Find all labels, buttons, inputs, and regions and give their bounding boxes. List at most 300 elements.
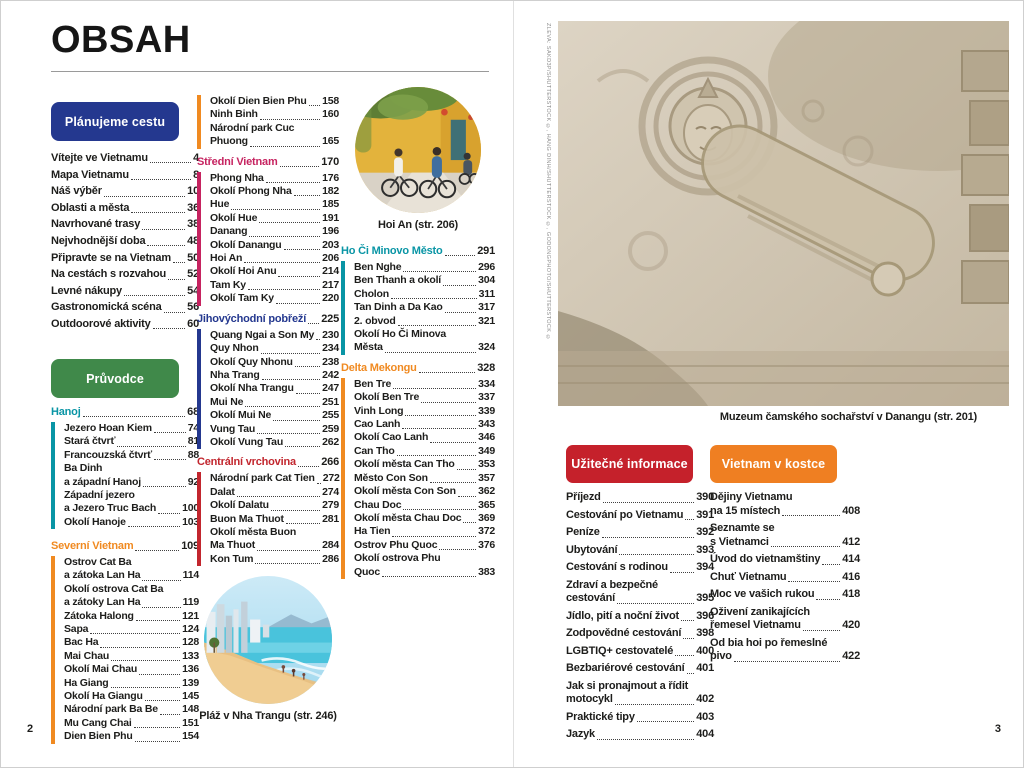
dotted-leader — [445, 255, 476, 256]
entry-label: Tam Ky — [210, 278, 246, 291]
dotted-leader — [403, 271, 476, 272]
dotted-leader — [154, 432, 186, 433]
entry-label: Dalat — [210, 485, 235, 498]
toc-entry — [51, 318, 199, 331]
entry-page: 357 — [478, 471, 495, 484]
dotted-leader — [142, 607, 180, 608]
section-heading-page: 328 — [477, 361, 495, 374]
dotted-leader — [153, 328, 186, 329]
entry-page: 136 — [182, 663, 199, 676]
toc-section-severni-vietnam — [51, 539, 199, 744]
entry-row — [51, 285, 199, 298]
entry-label: Národní park Cuc — [210, 121, 295, 134]
danang-sculpture-photo — [558, 21, 1009, 406]
entry-row — [210, 539, 339, 552]
entry-row — [210, 409, 339, 422]
entry-label: Vinh Long — [354, 404, 404, 417]
entry-page: 339 — [478, 404, 495, 417]
entry-page: 238 — [322, 355, 339, 368]
dotted-leader — [803, 630, 840, 631]
toc-entry — [210, 382, 339, 395]
dotted-leader — [237, 496, 320, 497]
toc-items — [341, 261, 495, 355]
entry-page: 337 — [478, 391, 495, 404]
toc-entry — [210, 553, 339, 566]
entry-row — [566, 592, 714, 606]
section-badge-planning: Plánujeme cestu — [51, 102, 179, 141]
entry-page: 398 — [696, 627, 714, 639]
entry-label: Mai Chau — [64, 649, 110, 662]
entry-row — [566, 711, 714, 725]
entry-page: 176 — [322, 171, 339, 184]
toc-entry — [64, 623, 199, 636]
dotted-leader — [317, 483, 321, 484]
dotted-leader — [285, 446, 320, 447]
dotted-leader — [124, 295, 185, 296]
dotted-leader — [168, 279, 185, 280]
dotted-leader — [111, 687, 181, 688]
dotted-leader — [131, 179, 191, 180]
entry-label: Příjezd — [566, 491, 601, 503]
entry-label: Jezero Hoan Kiem — [64, 422, 152, 434]
toc-entry — [64, 730, 199, 743]
entry-label: Okolí Ho Či Minova — [354, 328, 447, 341]
entry-label: Phong Nha — [210, 171, 264, 184]
toc-entry — [710, 606, 860, 633]
entry-label: Mapa Vietnamu — [51, 168, 129, 181]
section-heading-page: 170 — [321, 155, 339, 168]
section-heading-label: Delta Mekongu — [341, 361, 417, 374]
toc-entry — [354, 431, 495, 444]
toc-entry — [64, 650, 199, 663]
toc-entry — [210, 172, 339, 185]
toc-entry — [64, 422, 199, 435]
dotted-leader — [260, 119, 320, 120]
title-rule — [51, 71, 489, 72]
entry-page: 349 — [478, 444, 495, 457]
entry-page: 255 — [322, 409, 339, 422]
entry-label: na 15 místech — [710, 504, 781, 517]
section-heading-label: Ho Či Minovo Město — [341, 245, 443, 257]
entry-label: Okolí Dien Bien Phu — [210, 95, 307, 107]
entry-page: 392 — [696, 526, 714, 538]
entry-page: 286 — [322, 552, 339, 565]
toc-items — [197, 472, 339, 566]
entry-label: Oblasti a města — [51, 201, 130, 214]
entry-label: Západní jezero — [64, 489, 135, 502]
toc-entry — [51, 235, 199, 248]
dotted-leader — [681, 620, 694, 621]
dotted-leader — [250, 146, 320, 147]
entry-page: 139 — [182, 676, 199, 689]
entry-page: 304 — [478, 274, 495, 287]
toc-entry — [710, 637, 860, 664]
entry-page: 272 — [322, 472, 340, 485]
entry-label: Město Con Son — [354, 471, 428, 484]
dotted-leader — [816, 599, 840, 600]
entry-row — [51, 235, 199, 248]
entry-label: Úvod do vietnamštiny — [710, 553, 821, 565]
section-heading-page: 109 — [181, 540, 199, 552]
entry-row — [64, 610, 199, 623]
dotted-leader — [231, 209, 320, 210]
entry-page: 390 — [696, 491, 714, 503]
dotted-leader — [392, 536, 476, 537]
section-heading-page: 291 — [477, 245, 495, 257]
danang-photo-caption: Muzeum čamského sochařství v Danangu (str. 201) — [719, 411, 977, 423]
toc-column-2 — [197, 95, 339, 722]
toc-items — [710, 491, 860, 664]
toc-items — [197, 329, 339, 450]
section-heading-label: Severní Vietnam — [51, 540, 134, 552]
dotted-leader — [670, 572, 694, 573]
dotted-leader — [298, 466, 319, 467]
entry-label: Nha Trang — [210, 368, 260, 381]
toc-entry — [210, 212, 339, 225]
entry-page: 148 — [182, 703, 199, 716]
entry-label: Ostrov Phu Quoc — [354, 538, 438, 551]
entry-row — [566, 561, 714, 575]
entry-page: 251 — [322, 395, 339, 408]
entry-label: Města — [354, 341, 383, 354]
entry-row — [210, 185, 339, 198]
entry-page: 100 — [182, 502, 199, 515]
section-heading-page: 225 — [321, 312, 339, 325]
entry-row — [354, 315, 495, 328]
entry-label: Cestování s rodinou — [566, 561, 668, 573]
toc-entry — [354, 472, 495, 485]
entry-page: 414 — [842, 553, 860, 565]
dotted-leader — [316, 339, 320, 340]
dotted-leader — [135, 550, 179, 551]
toc-entry — [354, 418, 495, 431]
entry-page: 334 — [478, 377, 495, 390]
toc-items — [51, 556, 199, 744]
dotted-leader — [788, 581, 840, 582]
entry-label: Seznamte se — [710, 522, 775, 534]
toc-entry — [210, 526, 339, 553]
dotted-leader — [111, 660, 180, 661]
entry-row — [210, 239, 339, 252]
entry-row — [210, 513, 339, 526]
entry-label: Okolí města Chau Doc — [354, 511, 462, 524]
entry-row — [210, 198, 339, 211]
entry-label: pivo — [710, 650, 732, 662]
hoi-an-photo — [355, 87, 481, 213]
dotted-leader — [266, 182, 320, 183]
entry-page: 412 — [842, 535, 860, 548]
toc-entry — [210, 436, 339, 449]
toc-entry — [566, 491, 714, 505]
entry-page: 158 — [322, 95, 339, 107]
entry-label: Chuť Vietnamu — [710, 570, 787, 583]
entry-row — [566, 544, 714, 558]
dotted-leader — [154, 459, 186, 460]
toc-entry — [51, 301, 199, 314]
entry-label: Jazyk — [566, 728, 595, 740]
toc-entry — [354, 499, 495, 512]
dotted-leader — [309, 105, 321, 106]
entry-row — [354, 418, 495, 431]
entry-row — [566, 693, 714, 707]
toc-entry — [64, 449, 199, 462]
toc-entry — [210, 423, 339, 436]
entry-page: 369 — [478, 511, 495, 524]
entry-row — [354, 431, 495, 444]
dotted-leader — [597, 739, 694, 740]
entry-row — [354, 525, 495, 538]
entry-label: Tan Dinh a Da Kao — [354, 301, 443, 314]
entry-page: 50 — [187, 251, 199, 264]
dotted-leader — [100, 647, 180, 648]
toc-entry — [210, 396, 339, 409]
dotted-leader — [135, 741, 181, 742]
entry-row — [354, 566, 495, 579]
entry-page: 48 — [187, 234, 199, 247]
entry-label: Okolí Mai Chau — [64, 663, 138, 676]
toc-column-3 — [341, 87, 495, 585]
entry-row — [64, 636, 199, 649]
toc-entry — [210, 225, 339, 238]
dotted-leader — [734, 661, 840, 662]
page-number-right: 3 — [994, 723, 1001, 735]
dotted-leader — [771, 546, 840, 547]
entry-label: Okolí města Buon — [210, 525, 297, 538]
toc-section-heading — [197, 312, 339, 326]
entry-page: 262 — [322, 435, 339, 448]
entry-page: 217 — [322, 278, 339, 291]
dotted-leader — [439, 549, 476, 550]
entry-page: 259 — [322, 422, 339, 435]
toc-entry — [210, 122, 339, 149]
entry-page: 74 — [187, 422, 199, 434]
entry-label: Cestování po Vietnamu — [566, 508, 684, 521]
entry-label: Gastronomická scéna — [51, 301, 162, 314]
dotted-leader — [405, 415, 476, 416]
entry-row — [64, 703, 199, 716]
entry-label: Sapa — [64, 623, 89, 636]
entry-page: 242 — [322, 368, 339, 381]
entry-row — [210, 436, 339, 449]
entry-page: 191 — [322, 211, 339, 224]
entry-page: 420 — [842, 619, 860, 631]
page-number-left: 2 — [27, 723, 34, 735]
entry-row — [64, 596, 199, 609]
entry-label: Okolí Ben Tre — [354, 391, 420, 404]
entry-label: a zátoka Lan Ha — [64, 569, 141, 582]
entry-page: 395 — [696, 592, 714, 604]
entry-label: Okolí Tam Ky — [210, 292, 274, 305]
toc-section-heading — [51, 405, 199, 419]
toc-entry — [354, 512, 495, 525]
entry-page: 121 — [182, 609, 199, 622]
entry-row — [210, 472, 339, 485]
entry-label: Národní park Cat Tien — [210, 472, 315, 485]
toc-entry — [210, 252, 339, 265]
toc-entry — [566, 680, 714, 707]
entry-label: Can Tho — [354, 444, 395, 457]
toc-entry — [210, 265, 339, 278]
entry-label: Ha Giang — [64, 676, 109, 689]
entry-row — [354, 458, 495, 471]
entry-label: Okolí Cao Lanh — [354, 431, 429, 444]
entry-page: 396 — [696, 609, 714, 622]
entry-row — [51, 218, 199, 231]
dotted-leader — [104, 196, 185, 197]
toc-items — [197, 95, 339, 149]
entry-page: 36 — [187, 201, 199, 214]
dotted-leader — [295, 366, 320, 367]
entry-label: cestování — [566, 592, 615, 604]
toc-entry — [566, 728, 714, 742]
dotted-leader — [397, 455, 476, 456]
entry-page: 418 — [842, 588, 860, 600]
toc-entry — [354, 552, 495, 579]
dotted-leader — [619, 554, 694, 555]
entry-label: Náš výběr — [51, 185, 102, 198]
dotted-leader — [276, 303, 320, 304]
toc-entry — [566, 645, 714, 659]
dotted-leader — [244, 262, 320, 263]
entry-row — [210, 225, 339, 238]
dotted-leader — [284, 249, 321, 250]
entry-label: Peníze — [566, 526, 600, 538]
entry-row — [64, 502, 199, 515]
dotted-leader — [603, 502, 695, 503]
entry-page: 317 — [478, 301, 495, 314]
entry-label: Quang Ngai a Son My — [210, 328, 315, 341]
entry-label: Ha Tien — [354, 525, 391, 538]
toc-entry — [210, 472, 339, 485]
entry-row — [210, 382, 339, 395]
entry-page: 154 — [182, 730, 199, 743]
entry-label: Okolí Ha Giangu — [64, 690, 143, 703]
entry-label: Ubytování — [566, 543, 618, 556]
toc-list-useful-info — [566, 491, 714, 746]
dotted-leader — [685, 519, 694, 520]
page-fold-divider — [513, 1, 514, 768]
toc-entry — [354, 445, 495, 458]
entry-page: 311 — [478, 287, 495, 300]
entry-page: 54 — [187, 284, 199, 297]
entry-label: Národní park Ba Be — [64, 703, 158, 716]
entry-page: 203 — [322, 238, 339, 251]
entry-label: Bac Ha — [64, 636, 99, 649]
entry-label: Navrhované trasy — [51, 218, 141, 231]
toc-items — [51, 152, 199, 331]
entry-label: Quy Nhon — [210, 342, 259, 355]
dotted-leader — [419, 372, 476, 373]
toc-entry — [210, 356, 339, 369]
entry-page: 81 — [187, 435, 199, 448]
entry-page: 114 — [182, 569, 199, 582]
entry-row — [64, 730, 199, 743]
entry-row — [354, 261, 495, 274]
entry-page: 401 — [696, 662, 714, 674]
dotted-leader — [430, 482, 476, 483]
toc-entry — [354, 391, 495, 404]
entry-page: 52 — [187, 268, 199, 281]
entry-label: Danang — [210, 225, 248, 238]
entry-label: Okolí Nha Trangu — [210, 382, 294, 395]
entry-label: Mu Cang Chai — [64, 716, 132, 729]
entry-page: 56 — [187, 301, 199, 314]
entry-row — [710, 571, 860, 585]
section-badge-useful-info: Užitečné informace — [566, 445, 693, 483]
section-heading-page: 266 — [321, 456, 339, 469]
page-title: OBSAH — [51, 19, 191, 61]
entry-page: 10 — [187, 185, 199, 198]
entry-row — [210, 342, 339, 355]
photo-credit: ZLEVA: SAKD3P/SHUTTERSTOCK ©, HANG DINH/SHUTTERSTOCK ©, GODONGPHOTO/SHUTTERSTOCK © — [545, 23, 551, 341]
entry-page: 391 — [696, 508, 714, 521]
entry-label: Okolí města Con Son — [354, 485, 456, 498]
dotted-leader — [308, 323, 319, 324]
entry-page: 4 — [193, 152, 199, 164]
dotted-leader — [286, 523, 320, 524]
entry-page: 92 — [187, 475, 199, 488]
entry-row — [210, 423, 339, 436]
entry-row — [64, 516, 199, 529]
toc-entry — [354, 328, 495, 355]
entry-row — [710, 619, 860, 633]
entry-row — [566, 491, 714, 505]
toc-entry — [64, 663, 199, 676]
dotted-leader — [245, 406, 320, 407]
entry-row — [354, 378, 495, 391]
entry-row — [64, 476, 199, 489]
entry-row — [210, 396, 339, 409]
toc-entry — [51, 268, 199, 281]
toc-entry — [210, 513, 339, 526]
entry-page: 353 — [478, 458, 495, 471]
entry-label: Okolí Phong Nha — [210, 185, 292, 198]
nha-trang-beach-photo — [204, 576, 332, 704]
dotted-leader — [142, 229, 185, 230]
toc-entry — [51, 202, 199, 215]
toc-entry — [51, 252, 199, 265]
toc-entry — [566, 561, 714, 575]
dotted-leader — [280, 166, 320, 167]
entry-label: Francouzská čtvrť — [64, 448, 152, 461]
dotted-leader — [782, 515, 840, 516]
toc-section-heading — [197, 455, 339, 469]
entry-row — [64, 677, 199, 690]
toc-entry — [51, 185, 199, 198]
toc-entry — [566, 579, 714, 606]
entry-row — [566, 526, 714, 540]
toc-entry — [354, 315, 495, 328]
entry-label: Od bia hoi po řemeslné — [710, 636, 828, 649]
entry-page: 408 — [842, 504, 860, 517]
entry-label: Ba Dinh — [64, 462, 103, 475]
entry-page: 284 — [322, 539, 339, 552]
entry-label: Okolí Dalatu — [210, 499, 269, 512]
entry-label: Okolí města Can Tho — [354, 458, 455, 471]
entry-row — [64, 650, 199, 663]
entry-label: Kon Tum — [210, 552, 254, 565]
toc-entry — [64, 610, 199, 623]
entry-page: 196 — [322, 225, 339, 238]
entry-row — [566, 645, 714, 659]
entry-row — [64, 717, 199, 730]
dotted-leader — [296, 393, 320, 394]
entry-row — [210, 95, 339, 108]
entry-row — [210, 369, 339, 382]
entry-page: 394 — [696, 561, 714, 573]
entry-label: Cholon — [354, 287, 389, 300]
entry-page: 151 — [182, 716, 199, 729]
